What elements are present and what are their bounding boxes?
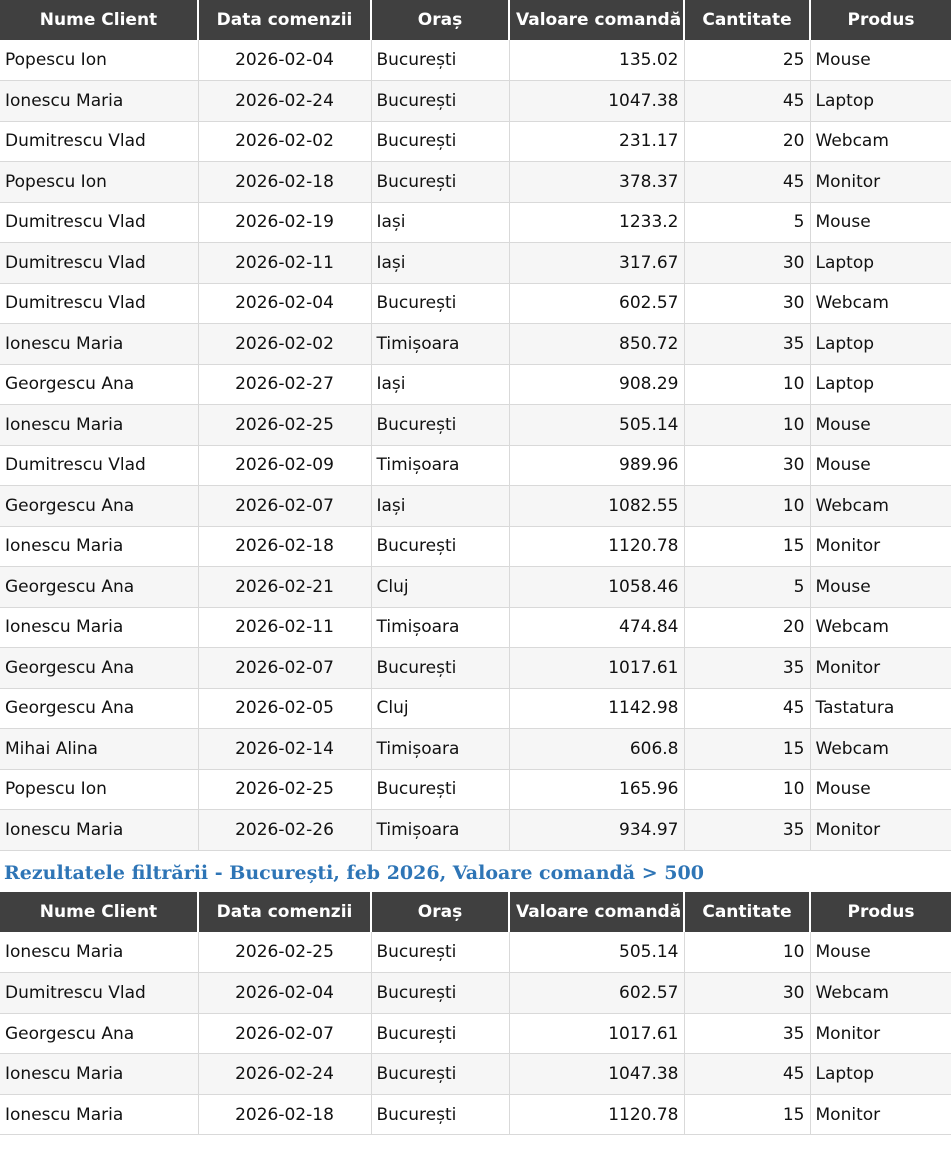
column-header-product[interactable]: Produs bbox=[810, 892, 951, 932]
cell-city: București bbox=[371, 648, 509, 689]
cell-value: 505.14 bbox=[509, 932, 684, 973]
cell-date: 2026-02-18 bbox=[198, 162, 371, 203]
cell-value: 474.84 bbox=[509, 607, 684, 648]
cell-product: Monitor bbox=[810, 1094, 951, 1135]
cell-product: Webcam bbox=[810, 729, 951, 770]
cell-date: 2026-02-11 bbox=[198, 607, 371, 648]
cell-date: 2026-02-02 bbox=[198, 121, 371, 162]
cell-quantity: 15 bbox=[684, 729, 810, 770]
table-row[interactable] bbox=[0, 81, 951, 122]
table-row[interactable] bbox=[0, 243, 951, 284]
cell-value: 378.37 bbox=[509, 162, 684, 203]
table-row[interactable] bbox=[0, 283, 951, 324]
cell-date: 2026-02-04 bbox=[198, 40, 371, 81]
cell-quantity: 30 bbox=[684, 243, 810, 284]
cell-name: Ionescu Maria bbox=[0, 324, 198, 365]
table-row[interactable] bbox=[0, 405, 951, 446]
cell-quantity: 30 bbox=[684, 973, 810, 1014]
cell-name: Georgescu Ana bbox=[0, 364, 198, 405]
cell-quantity: 5 bbox=[684, 202, 810, 243]
cell-value: 1120.78 bbox=[509, 1094, 684, 1135]
cell-date: 2026-02-07 bbox=[198, 648, 371, 689]
cell-city: Iași bbox=[371, 364, 509, 405]
cell-city: Timișoara bbox=[371, 810, 509, 851]
cell-product: Webcam bbox=[810, 973, 951, 1014]
cell-value: 1142.98 bbox=[509, 688, 684, 729]
column-header-date[interactable]: Data comenzii bbox=[198, 892, 371, 932]
cell-product: Mouse bbox=[810, 567, 951, 608]
table-header-row bbox=[0, 0, 951, 40]
cell-quantity: 30 bbox=[684, 283, 810, 324]
cell-product: Monitor bbox=[810, 162, 951, 203]
filtered-table-header bbox=[0, 892, 951, 932]
cell-city: București bbox=[371, 405, 509, 446]
cell-value: 989.96 bbox=[509, 445, 684, 486]
column-header-city[interactable]: Oraș bbox=[371, 0, 509, 40]
cell-product: Tastatura bbox=[810, 688, 951, 729]
column-header-product[interactable]: Produs bbox=[810, 0, 951, 40]
cell-name: Ionescu Maria bbox=[0, 932, 198, 973]
cell-quantity: 10 bbox=[684, 364, 810, 405]
table-row[interactable] bbox=[0, 648, 951, 689]
table-row[interactable] bbox=[0, 202, 951, 243]
cell-city: Timișoara bbox=[371, 445, 509, 486]
cell-name: Georgescu Ana bbox=[0, 648, 198, 689]
table-row[interactable] bbox=[0, 121, 951, 162]
cell-date: 2026-02-04 bbox=[198, 973, 371, 1014]
orders-table-body bbox=[0, 40, 951, 850]
column-header-quantity[interactable]: Cantitate bbox=[684, 0, 810, 40]
table-row[interactable] bbox=[0, 364, 951, 405]
cell-date: 2026-02-25 bbox=[198, 769, 371, 810]
table-row[interactable] bbox=[0, 932, 951, 973]
cell-name: Dumitrescu Vlad bbox=[0, 202, 198, 243]
cell-date: 2026-02-07 bbox=[198, 1013, 371, 1054]
cell-name: Mihai Alina bbox=[0, 729, 198, 770]
table-row[interactable] bbox=[0, 486, 951, 527]
cell-date: 2026-02-05 bbox=[198, 688, 371, 729]
cell-name: Georgescu Ana bbox=[0, 1013, 198, 1054]
column-header-quantity[interactable]: Cantitate bbox=[684, 892, 810, 932]
cell-quantity: 25 bbox=[684, 40, 810, 81]
cell-quantity: 35 bbox=[684, 648, 810, 689]
cell-city: București bbox=[371, 932, 509, 973]
cell-name: Dumitrescu Vlad bbox=[0, 243, 198, 284]
column-header-name[interactable]: Nume Client bbox=[0, 892, 198, 932]
cell-date: 2026-02-18 bbox=[198, 526, 371, 567]
cell-date: 2026-02-09 bbox=[198, 445, 371, 486]
cell-name: Georgescu Ana bbox=[0, 688, 198, 729]
filtered-orders-table bbox=[0, 892, 951, 1135]
cell-product: Mouse bbox=[810, 769, 951, 810]
cell-quantity: 45 bbox=[684, 81, 810, 122]
cell-product: Monitor bbox=[810, 1013, 951, 1054]
table-row[interactable] bbox=[0, 324, 951, 365]
cell-quantity: 20 bbox=[684, 607, 810, 648]
cell-quantity: 10 bbox=[684, 405, 810, 446]
cell-value: 1233.2 bbox=[509, 202, 684, 243]
column-header-value[interactable]: Valoare comandă bbox=[509, 892, 684, 932]
cell-city: Cluj bbox=[371, 688, 509, 729]
table-row[interactable] bbox=[0, 567, 951, 608]
cell-value: 1047.38 bbox=[509, 1054, 684, 1095]
cell-date: 2026-02-27 bbox=[198, 364, 371, 405]
cell-product: Webcam bbox=[810, 607, 951, 648]
cell-value: 1058.46 bbox=[509, 567, 684, 608]
table-header-row bbox=[0, 892, 951, 932]
cell-quantity: 15 bbox=[684, 526, 810, 567]
cell-product: Monitor bbox=[810, 810, 951, 851]
column-header-city[interactable]: Oraș bbox=[371, 892, 509, 932]
cell-product: Monitor bbox=[810, 526, 951, 567]
cell-quantity: 45 bbox=[684, 1054, 810, 1095]
cell-name: Popescu Ion bbox=[0, 40, 198, 81]
cell-product: Monitor bbox=[810, 648, 951, 689]
cell-city: Timișoara bbox=[371, 324, 509, 365]
table-row[interactable] bbox=[0, 973, 951, 1014]
cell-name: Ionescu Maria bbox=[0, 1094, 198, 1135]
cell-value: 317.67 bbox=[509, 243, 684, 284]
cell-product: Webcam bbox=[810, 486, 951, 527]
column-header-value[interactable]: Valoare comandă bbox=[509, 0, 684, 40]
cell-quantity: 5 bbox=[684, 567, 810, 608]
cell-value: 934.97 bbox=[509, 810, 684, 851]
table-row[interactable] bbox=[0, 40, 951, 81]
cell-product: Laptop bbox=[810, 324, 951, 365]
cell-city: București bbox=[371, 40, 509, 81]
cell-quantity: 10 bbox=[684, 486, 810, 527]
cell-name: Dumitrescu Vlad bbox=[0, 283, 198, 324]
table-row[interactable] bbox=[0, 162, 951, 203]
cell-date: 2026-02-11 bbox=[198, 243, 371, 284]
cell-name: Dumitrescu Vlad bbox=[0, 445, 198, 486]
table-row[interactable] bbox=[0, 445, 951, 486]
cell-value: 602.57 bbox=[509, 283, 684, 324]
filtered-table-body bbox=[0, 932, 951, 1135]
cell-name: Dumitrescu Vlad bbox=[0, 973, 198, 1014]
cell-name: Popescu Ion bbox=[0, 162, 198, 203]
cell-value: 505.14 bbox=[509, 405, 684, 446]
cell-city: București bbox=[371, 81, 509, 122]
cell-name: Dumitrescu Vlad bbox=[0, 121, 198, 162]
cell-product: Laptop bbox=[810, 1054, 951, 1095]
cell-city: București bbox=[371, 1013, 509, 1054]
cell-value: 908.29 bbox=[509, 364, 684, 405]
cell-city: Iași bbox=[371, 202, 509, 243]
cell-product: Laptop bbox=[810, 81, 951, 122]
cell-city: București bbox=[371, 162, 509, 203]
cell-city: Cluj bbox=[371, 567, 509, 608]
cell-city: București bbox=[371, 1094, 509, 1135]
cell-city: București bbox=[371, 283, 509, 324]
cell-quantity: 10 bbox=[684, 932, 810, 973]
cell-quantity: 35 bbox=[684, 810, 810, 851]
cell-name: Ionescu Maria bbox=[0, 405, 198, 446]
cell-quantity: 10 bbox=[684, 769, 810, 810]
cell-name: Popescu Ion bbox=[0, 769, 198, 810]
column-header-date[interactable]: Data comenzii bbox=[198, 0, 371, 40]
cell-name: Ionescu Maria bbox=[0, 1054, 198, 1095]
cell-city: Iași bbox=[371, 243, 509, 284]
cell-name: Ionescu Maria bbox=[0, 607, 198, 648]
cell-value: 1017.61 bbox=[509, 1013, 684, 1054]
cell-name: Ionescu Maria bbox=[0, 810, 198, 851]
cell-quantity: 45 bbox=[684, 688, 810, 729]
cell-date: 2026-02-25 bbox=[198, 932, 371, 973]
cell-product: Mouse bbox=[810, 40, 951, 81]
cell-value: 135.02 bbox=[509, 40, 684, 81]
cell-value: 231.17 bbox=[509, 121, 684, 162]
cell-city: București bbox=[371, 526, 509, 567]
cell-date: 2026-02-18 bbox=[198, 1094, 371, 1135]
cell-date: 2026-02-14 bbox=[198, 729, 371, 770]
cell-quantity: 30 bbox=[684, 445, 810, 486]
cell-city: București bbox=[371, 1054, 509, 1095]
cell-date: 2026-02-24 bbox=[198, 81, 371, 122]
cell-date: 2026-02-24 bbox=[198, 1054, 371, 1095]
cell-date: 2026-02-21 bbox=[198, 567, 371, 608]
cell-city: Timișoara bbox=[371, 729, 509, 770]
table-row[interactable] bbox=[0, 526, 951, 567]
cell-value: 1120.78 bbox=[509, 526, 684, 567]
cell-product: Webcam bbox=[810, 283, 951, 324]
cell-city: Iași bbox=[371, 486, 509, 527]
cell-date: 2026-02-04 bbox=[198, 283, 371, 324]
cell-city: București bbox=[371, 769, 509, 810]
cell-product: Mouse bbox=[810, 932, 951, 973]
cell-name: Ionescu Maria bbox=[0, 81, 198, 122]
cell-quantity: 45 bbox=[684, 162, 810, 203]
orders-table-header bbox=[0, 0, 951, 40]
cell-product: Webcam bbox=[810, 121, 951, 162]
cell-city: București bbox=[371, 121, 509, 162]
cell-value: 606.8 bbox=[509, 729, 684, 770]
cell-quantity: 20 bbox=[684, 121, 810, 162]
table-row[interactable] bbox=[0, 769, 951, 810]
cell-date: 2026-02-02 bbox=[198, 324, 371, 365]
table-row[interactable] bbox=[0, 1054, 951, 1095]
cell-product: Mouse bbox=[810, 405, 951, 446]
cell-value: 602.57 bbox=[509, 973, 684, 1014]
cell-value: 1047.38 bbox=[509, 81, 684, 122]
table-row[interactable] bbox=[0, 688, 951, 729]
cell-date: 2026-02-25 bbox=[198, 405, 371, 446]
table-row[interactable] bbox=[0, 810, 951, 851]
cell-name: Georgescu Ana bbox=[0, 486, 198, 527]
cell-product: Laptop bbox=[810, 243, 951, 284]
cell-quantity: 35 bbox=[684, 1013, 810, 1054]
cell-product: Mouse bbox=[810, 445, 951, 486]
column-header-name[interactable]: Nume Client bbox=[0, 0, 198, 40]
cell-name: Ionescu Maria bbox=[0, 526, 198, 567]
table-row[interactable] bbox=[0, 1094, 951, 1135]
cell-city: Timișoara bbox=[371, 607, 509, 648]
cell-quantity: 35 bbox=[684, 324, 810, 365]
cell-city: București bbox=[371, 973, 509, 1014]
cell-name: Georgescu Ana bbox=[0, 567, 198, 608]
table-row[interactable] bbox=[0, 607, 951, 648]
cell-date: 2026-02-19 bbox=[198, 202, 371, 243]
cell-value: 850.72 bbox=[509, 324, 684, 365]
cell-product: Laptop bbox=[810, 364, 951, 405]
cell-date: 2026-02-26 bbox=[198, 810, 371, 851]
cell-date: 2026-02-07 bbox=[198, 486, 371, 527]
filtered-results-title: Rezultatele filtrării - București, feb 2026, Valoare comandă > 500 bbox=[4, 861, 704, 884]
cell-value: 1082.55 bbox=[509, 486, 684, 527]
cell-product: Mouse bbox=[810, 202, 951, 243]
table-row[interactable] bbox=[0, 1013, 951, 1054]
cell-value: 165.96 bbox=[509, 769, 684, 810]
cell-quantity: 15 bbox=[684, 1094, 810, 1135]
cell-value: 1017.61 bbox=[509, 648, 684, 689]
table-row[interactable] bbox=[0, 729, 951, 770]
